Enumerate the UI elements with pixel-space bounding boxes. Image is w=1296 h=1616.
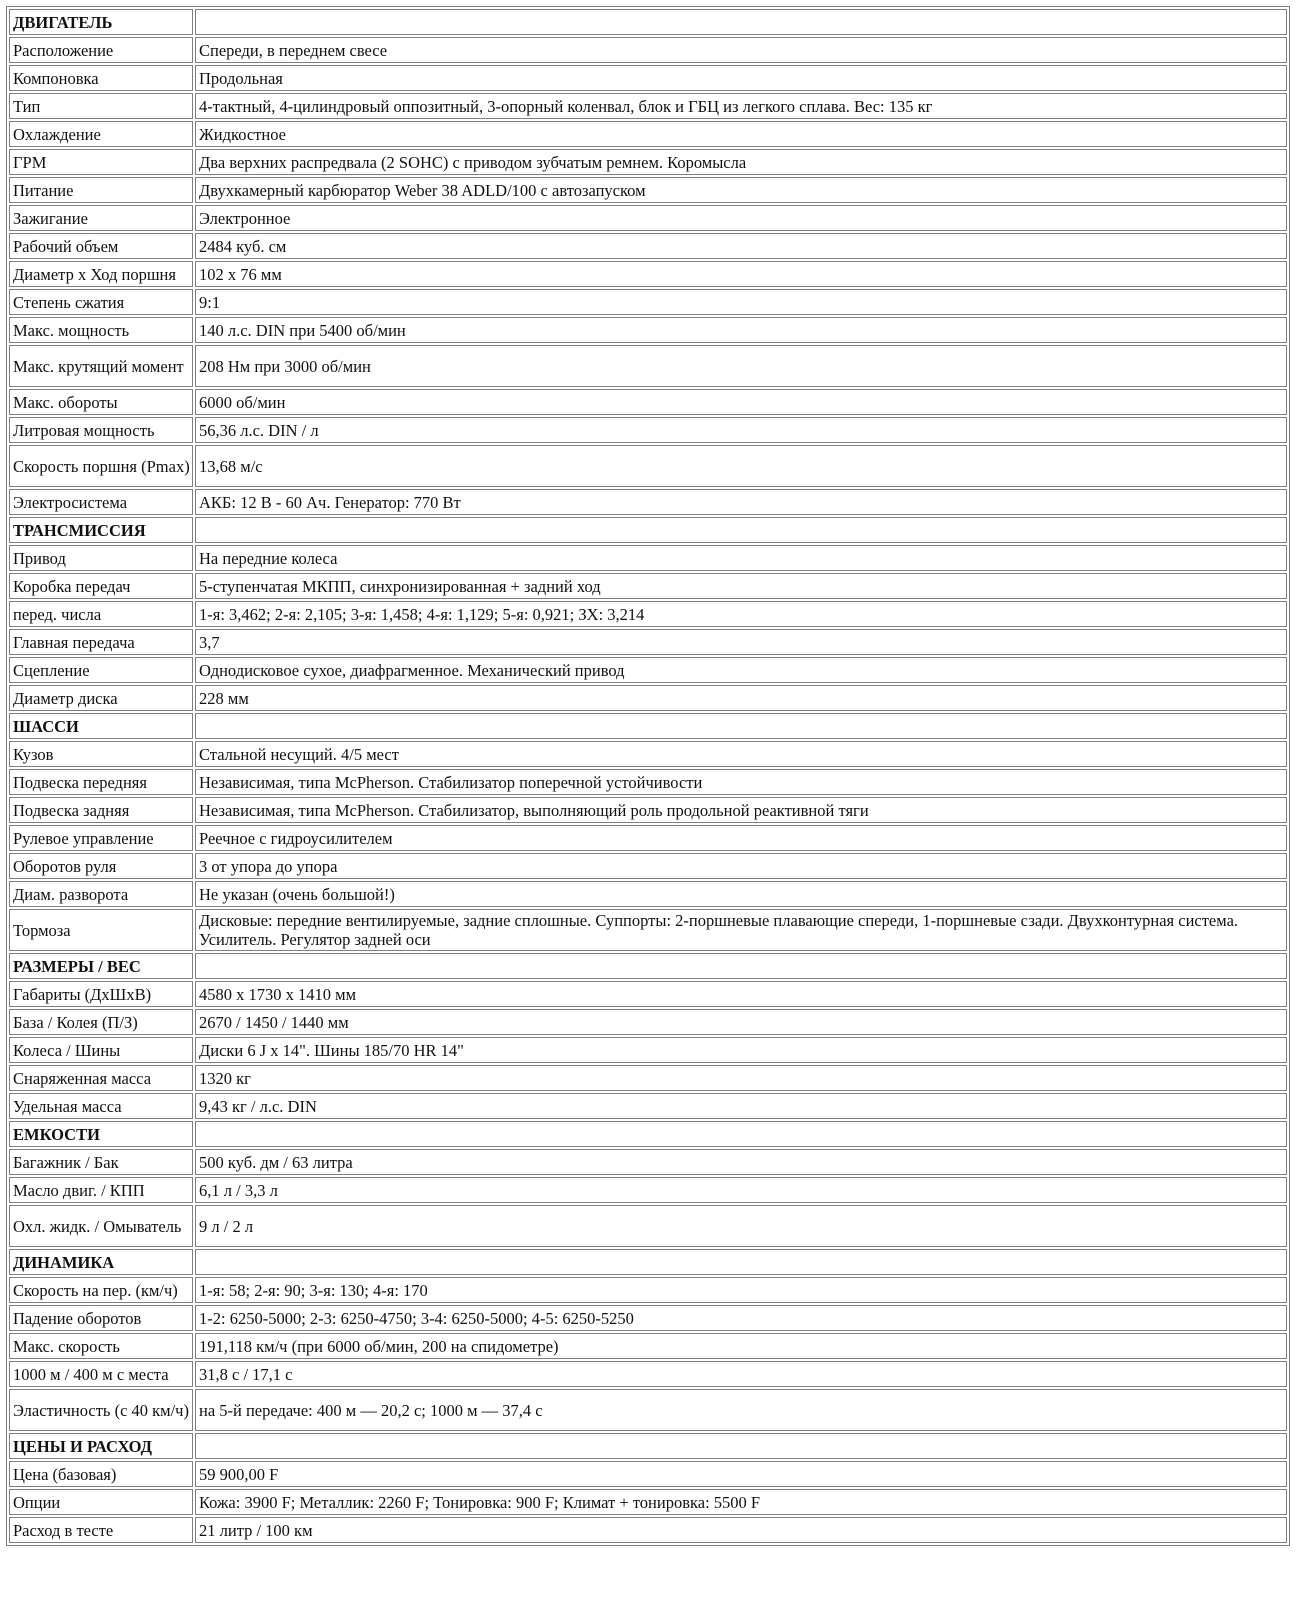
spec-label: Диаметр диска xyxy=(9,685,193,711)
spec-label: Падение оборотов xyxy=(9,1305,193,1331)
spec-row xyxy=(9,1177,1287,1203)
spec-value: 3,7 xyxy=(195,629,1287,655)
section-header-row xyxy=(9,1433,1287,1459)
spec-row xyxy=(9,93,1287,119)
spec-row xyxy=(9,233,1287,259)
spec-row xyxy=(9,1277,1287,1303)
spec-label: Скорость на пер. (км/ч) xyxy=(9,1277,193,1303)
spec-value: Диски 6 J x 14". Шины 185/70 HR 14" xyxy=(195,1037,1287,1063)
spec-value: 1-2: 6250-5000; 2-3: 6250-4750; 3-4: 6250-5000; 4-5: 6250-5250 xyxy=(195,1305,1287,1331)
spec-value: 4580 x 1730 x 1410 мм xyxy=(195,981,1287,1007)
section-title-empty-cell xyxy=(195,1249,1287,1275)
spec-row xyxy=(9,1065,1287,1091)
spec-row xyxy=(9,685,1287,711)
spec-value: на 5-й передаче: 400 м — 20,2 с; 1000 м — 37,4 с xyxy=(195,1389,1287,1431)
spec-label: Макс. мощность xyxy=(9,317,193,343)
spec-table-body xyxy=(9,9,1287,1543)
spec-value: 1320 кг xyxy=(195,1065,1287,1091)
section-title-empty-cell xyxy=(195,713,1287,739)
spec-label: Компоновка xyxy=(9,65,193,91)
spec-row xyxy=(9,1517,1287,1543)
spec-label: Степень сжатия xyxy=(9,289,193,315)
spec-value: 102 x 76 мм xyxy=(195,261,1287,287)
spec-row xyxy=(9,657,1287,683)
spec-label: Главная передача xyxy=(9,629,193,655)
spec-label: Снаряженная масса xyxy=(9,1065,193,1091)
spec-value: Двухкамерный карбюратор Weber 38 ADLD/100 с автозапуском xyxy=(195,177,1287,203)
spec-row xyxy=(9,1361,1287,1387)
spec-label: Коробка передач xyxy=(9,573,193,599)
spec-value: 1-я: 58; 2-я: 90; 3-я: 130; 4-я: 170 xyxy=(195,1277,1287,1303)
spec-row xyxy=(9,545,1287,571)
spec-label: Удельная масса xyxy=(9,1093,193,1119)
spec-row xyxy=(9,205,1287,231)
spec-label: Сцепление xyxy=(9,657,193,683)
spec-row xyxy=(9,573,1287,599)
spec-label: Литровая мощность xyxy=(9,417,193,443)
spec-value: Спереди, в переднем свесе xyxy=(195,37,1287,63)
spec-label: Тормоза xyxy=(9,909,193,951)
spec-value: АКБ: 12 В - 60 Ач. Генератор: 770 Вт xyxy=(195,489,1287,515)
spec-value: 1-я: 3,462; 2-я: 2,105; 3-я: 1,458; 4-я: 1,129; 5-я: 0,921; ЗХ: 3,214 xyxy=(195,601,1287,627)
spec-row xyxy=(9,601,1287,627)
spec-row xyxy=(9,1149,1287,1175)
spec-value: 6,1 л / 3,3 л xyxy=(195,1177,1287,1203)
section-title-empty-cell xyxy=(195,9,1287,35)
spec-value: 4-тактный, 4-цилиндровый оппозитный, 3-опорный коленвал, блок и ГБЦ из легкого сплава. Вес: 135 кг xyxy=(195,93,1287,119)
spec-row xyxy=(9,1037,1287,1063)
section-title: ДИНАМИКА xyxy=(9,1249,193,1275)
spec-row xyxy=(9,881,1287,907)
section-title: ТРАНСМИССИЯ xyxy=(9,517,193,543)
spec-label: Цена (базовая) xyxy=(9,1461,193,1487)
spec-value: Реечное с гидроусилителем xyxy=(195,825,1287,851)
spec-value: 228 мм xyxy=(195,685,1287,711)
spec-label: Багажник / Бак xyxy=(9,1149,193,1175)
spec-label: Макс. обороты xyxy=(9,389,193,415)
spec-value: 13,68 м/с xyxy=(195,445,1287,487)
spec-label: Питание xyxy=(9,177,193,203)
spec-label: Рулевое управление xyxy=(9,825,193,851)
spec-label: Подвеска передняя xyxy=(9,769,193,795)
spec-row xyxy=(9,1009,1287,1035)
section-header-row xyxy=(9,953,1287,979)
spec-row xyxy=(9,177,1287,203)
spec-label: Привод xyxy=(9,545,193,571)
spec-label: Макс. скорость xyxy=(9,1333,193,1359)
spec-value: 9 л / 2 л xyxy=(195,1205,1287,1247)
section-header-row xyxy=(9,9,1287,35)
spec-label: Диаметр x Ход поршня xyxy=(9,261,193,287)
spec-row xyxy=(9,1461,1287,1487)
spec-label: Диам. разворота xyxy=(9,881,193,907)
spec-label: Колеса / Шины xyxy=(9,1037,193,1063)
spec-label: Электросистема xyxy=(9,489,193,515)
spec-value: 208 Нм при 3000 об/мин xyxy=(195,345,1287,387)
spec-row xyxy=(9,769,1287,795)
section-title: ЕМКОСТИ xyxy=(9,1121,193,1147)
spec-label: Масло двиг. / КПП xyxy=(9,1177,193,1203)
spec-value: 6000 об/мин xyxy=(195,389,1287,415)
spec-label: Оборотов руля xyxy=(9,853,193,879)
spec-value: Жидкостное xyxy=(195,121,1287,147)
section-title-empty-cell xyxy=(195,1121,1287,1147)
spec-value: Продольная xyxy=(195,65,1287,91)
section-title: РАЗМЕРЫ / ВЕС xyxy=(9,953,193,979)
spec-row xyxy=(9,797,1287,823)
spec-label: Тип xyxy=(9,93,193,119)
section-title-empty-cell xyxy=(195,953,1287,979)
spec-label: Кузов xyxy=(9,741,193,767)
spec-row xyxy=(9,1333,1287,1359)
spec-label: Охлаждение xyxy=(9,121,193,147)
spec-value: 31,8 с / 17,1 с xyxy=(195,1361,1287,1387)
spec-value: Независимая, типа McPherson. Стабилизатор, выполняющий роль продольной реактивной тяги xyxy=(195,797,1287,823)
spec-value: 2670 / 1450 / 1440 мм xyxy=(195,1009,1287,1035)
spec-row xyxy=(9,445,1287,487)
section-title: ЦЕНЫ И РАСХОД xyxy=(9,1433,193,1459)
spec-row xyxy=(9,1205,1287,1247)
spec-value: 59 900,00 F xyxy=(195,1461,1287,1487)
spec-label: Эластичность (с 40 км/ч) xyxy=(9,1389,193,1431)
spec-row xyxy=(9,389,1287,415)
spec-value: Дисковые: передние вентилируемые, задние сплошные. Суппорты: 2-поршневые плавающие спереди, 1-поршневые сзади. Двухконтурная система. Усилитель. Регулятор задней оси xyxy=(195,909,1287,951)
section-header-row xyxy=(9,517,1287,543)
spec-value: 500 куб. дм / 63 литра xyxy=(195,1149,1287,1175)
section-title-empty-cell xyxy=(195,1433,1287,1459)
spec-label: Габариты (ДхШхВ) xyxy=(9,981,193,1007)
spec-label: 1000 м / 400 м с места xyxy=(9,1361,193,1387)
spec-value: Два верхних распредвала (2 SOHC) с приводом зубчатым ремнем. Коромысла xyxy=(195,149,1287,175)
spec-value: 140 л.с. DIN при 5400 об/мин xyxy=(195,317,1287,343)
spec-row xyxy=(9,853,1287,879)
spec-label: Подвеска задняя xyxy=(9,797,193,823)
spec-row xyxy=(9,1389,1287,1431)
spec-label: Опции xyxy=(9,1489,193,1515)
spec-row xyxy=(9,741,1287,767)
spec-row xyxy=(9,981,1287,1007)
spec-label: Расход в тесте xyxy=(9,1517,193,1543)
section-title: ШАССИ xyxy=(9,713,193,739)
spec-row xyxy=(9,1093,1287,1119)
spec-label: Рабочий объем xyxy=(9,233,193,259)
spec-value: 191,118 км/ч (при 6000 об/мин, 200 на спидометре) xyxy=(195,1333,1287,1359)
section-header-row xyxy=(9,1121,1287,1147)
spec-value: 21 литр / 100 км xyxy=(195,1517,1287,1543)
spec-row xyxy=(9,489,1287,515)
spec-row xyxy=(9,149,1287,175)
section-header-row xyxy=(9,713,1287,739)
spec-value: Независимая, типа McPherson. Стабилизатор поперечной устойчивости xyxy=(195,769,1287,795)
spec-value: На передние колеса xyxy=(195,545,1287,571)
section-title: ДВИГАТЕЛЬ xyxy=(9,9,193,35)
spec-label: База / Колея (П/З) xyxy=(9,1009,193,1035)
spec-value: 9,43 кг / л.с. DIN xyxy=(195,1093,1287,1119)
spec-table xyxy=(6,6,1290,1546)
spec-label: Расположение xyxy=(9,37,193,63)
spec-row xyxy=(9,1305,1287,1331)
spec-value: Не указан (очень большой!) xyxy=(195,881,1287,907)
spec-row xyxy=(9,345,1287,387)
spec-label: ГРМ xyxy=(9,149,193,175)
section-header-row xyxy=(9,1249,1287,1275)
spec-label: перед. числа xyxy=(9,601,193,627)
spec-row xyxy=(9,909,1287,951)
spec-row xyxy=(9,37,1287,63)
section-title-empty-cell xyxy=(195,517,1287,543)
spec-label: Зажигание xyxy=(9,205,193,231)
spec-label: Скорость поршня (Pmax) xyxy=(9,445,193,487)
spec-value: Однодисковое сухое, диафрагменное. Механический привод xyxy=(195,657,1287,683)
spec-row xyxy=(9,317,1287,343)
spec-row xyxy=(9,825,1287,851)
spec-row xyxy=(9,289,1287,315)
spec-value: 2484 куб. см xyxy=(195,233,1287,259)
spec-value: 5-ступенчатая МКПП, синхронизированная + задний ход xyxy=(195,573,1287,599)
spec-value: Кожа: 3900 F; Металлик: 2260 F; Тонировка: 900 F; Климат + тонировка: 5500 F xyxy=(195,1489,1287,1515)
spec-value: 9:1 xyxy=(195,289,1287,315)
spec-value: 3 от упора до упора xyxy=(195,853,1287,879)
spec-row xyxy=(9,1489,1287,1515)
spec-row xyxy=(9,65,1287,91)
spec-row xyxy=(9,417,1287,443)
spec-value: Стальной несущий. 4/5 мест xyxy=(195,741,1287,767)
spec-sheet xyxy=(6,6,1290,1546)
spec-label: Охл. жидк. / Омыватель xyxy=(9,1205,193,1247)
spec-row xyxy=(9,261,1287,287)
spec-row xyxy=(9,121,1287,147)
spec-label: Макс. крутящий момент xyxy=(9,345,193,387)
spec-row xyxy=(9,629,1287,655)
spec-value: 56,36 л.с. DIN / л xyxy=(195,417,1287,443)
spec-value: Электронное xyxy=(195,205,1287,231)
